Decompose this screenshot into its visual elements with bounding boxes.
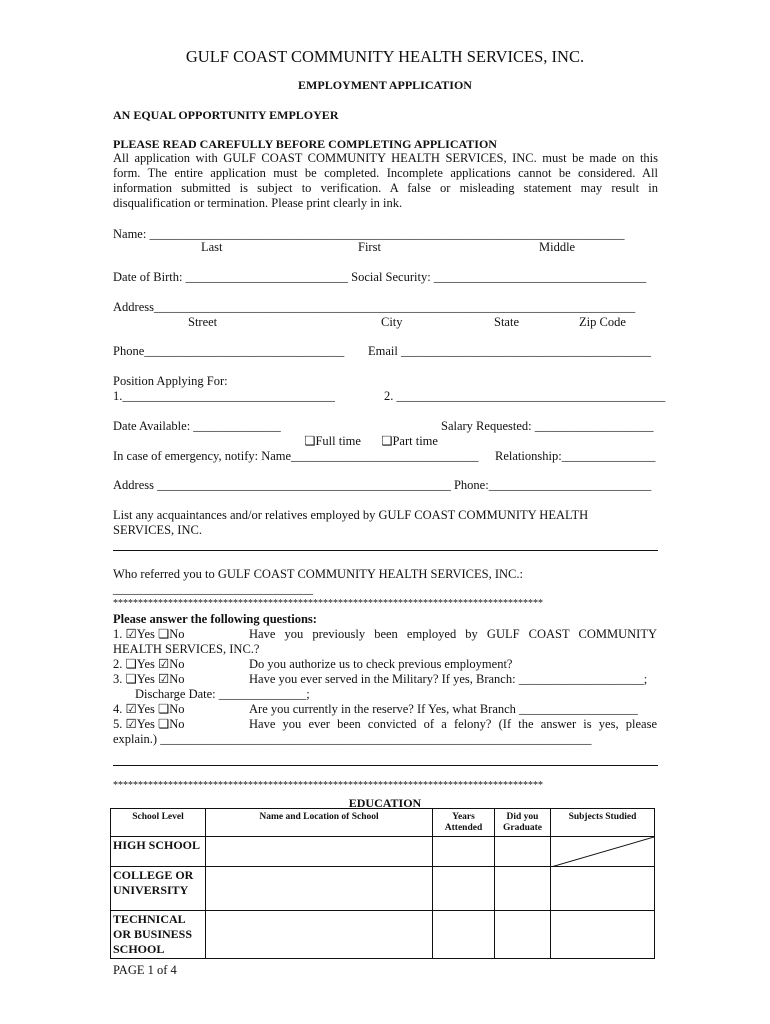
date-available-field[interactable]: Date Available: ______________ (113, 419, 281, 433)
checked-box-icon[interactable]: ☑ (158, 657, 170, 671)
question-row (113, 702, 185, 717)
relatives-question-cont: SERVICES, INC. (113, 523, 202, 537)
question-number: 4. (113, 702, 123, 716)
address-sublabel-city: City (381, 315, 403, 329)
relationship-field[interactable]: Relationship:_______________ (495, 449, 656, 463)
referred-answer-line[interactable]: ________________________________ (113, 582, 313, 596)
question-text: Do you authorize us to check previous employment? (249, 657, 513, 671)
instructions-heading: PLEASE READ CAREFULLY BEFORE COMPLETING APPLICATION (113, 137, 497, 151)
full-time-label: Full time (315, 434, 361, 448)
question-row (113, 657, 185, 672)
address-field[interactable]: Address_____________________________________________________________________________ (113, 300, 636, 314)
part-time-label: Part time (392, 434, 438, 448)
column-header: Subjects Studied (551, 809, 655, 837)
question-text: Are you currently in the reserve? If Yes, what Branch ___________________ (249, 702, 638, 716)
school-name-cell[interactable] (206, 911, 433, 959)
name-sublabel-last: Last (201, 240, 223, 254)
no-label: No (169, 657, 185, 671)
empty-box-icon[interactable]: ❏ (158, 702, 170, 716)
question-number: 1. (113, 627, 123, 641)
yes-label: Yes (136, 702, 155, 716)
years-attended-cell[interactable] (433, 837, 495, 867)
organization-title: GULF COAST COMMUNITY HEALTH SERVICES, INC. (185, 47, 585, 66)
school-name-cell[interactable] (206, 837, 433, 867)
no-label: No (169, 702, 185, 716)
name-sublabel-middle: Middle (539, 240, 576, 254)
question-row (113, 717, 185, 732)
question-row (113, 672, 185, 687)
salary-field[interactable]: Salary Requested: ___________________ (441, 419, 654, 433)
education-table (110, 808, 655, 959)
years-attended-cell[interactable] (433, 867, 495, 911)
graduated-cell[interactable] (495, 837, 551, 867)
address-sublabel-street: Street (188, 315, 218, 329)
question-text-cont: HEALTH SERVICES, INC.? (113, 642, 260, 656)
graduated-cell[interactable] (495, 911, 551, 959)
no-label: No (169, 717, 185, 731)
instructions-line: disqualification or termination. Please print clearly in ink. (113, 196, 403, 210)
subjects-cell[interactable] (551, 867, 655, 911)
question-text-cont[interactable]: explain.) _____________________________________________________________________ (113, 732, 592, 746)
instructions-line: information submitted is subject to verification. A false or misleading statement may result in (113, 181, 658, 195)
phone-field[interactable]: Phone________________________________ (113, 344, 345, 358)
no-label: No (169, 672, 185, 686)
empty-box-icon[interactable]: ❏ (158, 627, 170, 641)
position-field-1[interactable]: 1.__________________________________ (113, 389, 335, 403)
school-level-cell: TECHNICAL OR BUSINESS SCHOOL (111, 911, 206, 959)
emergency-name-field[interactable]: In case of emergency, notify: Name______________________________ (113, 449, 479, 463)
question-number: 5. (113, 717, 123, 731)
checked-box-icon[interactable]: ☑ (125, 627, 137, 641)
address-sublabel-state: State (494, 315, 519, 329)
graduated-cell[interactable] (495, 867, 551, 911)
yes-label: Yes (136, 672, 155, 686)
school-level-cell: COLLEGE OR UNIVERSITY (111, 867, 206, 911)
column-header: School Level (111, 809, 206, 837)
empty-box-icon[interactable]: ❏ (304, 434, 316, 448)
question-row (113, 627, 185, 642)
separator: ************************************************************************************** (113, 598, 543, 609)
column-header: Did you Graduate (495, 809, 551, 837)
full-time-option[interactable] (298, 419, 361, 449)
checked-box-icon[interactable]: ☑ (158, 672, 170, 686)
school-name-cell[interactable] (206, 867, 433, 911)
yes-label: Yes (136, 627, 155, 641)
emergency-address-field[interactable]: Address _______________________________________________ Phone:__________________________ (113, 478, 652, 492)
empty-box-icon[interactable]: ❏ (125, 672, 137, 686)
yes-label: Yes (136, 717, 155, 731)
referred-question: Who referred you to GULF COAST COMMUNITY HEALTH SERVICES, INC.: (113, 567, 523, 581)
position-field-2[interactable]: 2. ___________________________________________ (384, 389, 666, 403)
position-label: Position Applying For: (113, 374, 228, 388)
instructions-line: form. The entire application must be completed. Incomplete applications cannot be considered. All (113, 166, 658, 180)
diagonal-strike (551, 837, 654, 867)
address-sublabel-zip: Zip Code (579, 315, 626, 329)
part-time-option[interactable] (375, 419, 438, 449)
checked-box-icon[interactable]: ☑ (125, 702, 137, 716)
email-field[interactable]: Email ________________________________________ (368, 344, 651, 358)
school-level-cell: HIGH SCHOOL (111, 837, 206, 867)
form-title: EMPLOYMENT APPLICATION (298, 78, 472, 92)
yes-label: Yes (136, 657, 155, 671)
eeo-statement: AN EQUAL OPPORTUNITY EMPLOYER (113, 108, 339, 122)
subjects-cell[interactable] (551, 911, 655, 959)
years-attended-cell[interactable] (433, 911, 495, 959)
column-header: Years Attended (433, 809, 495, 837)
no-label: No (169, 627, 185, 641)
answer-line[interactable] (113, 765, 658, 766)
question-text-cont[interactable]: Discharge Date: ______________; (135, 687, 310, 701)
question-text: Have you ever served in the Military? If yes, Branch: ____________________; (249, 672, 648, 686)
name-field[interactable]: Name: ____________________________________________________________________________ (113, 227, 625, 241)
questions-heading: Please answer the following questions: (113, 612, 317, 626)
relatives-question: List any acquaintances and/or relatives employed by GULF COAST COMMUNITY HEALTH (113, 508, 589, 522)
checked-box-icon[interactable]: ☑ (125, 717, 137, 731)
question-number: 2. (113, 657, 123, 671)
subjects-cell[interactable] (551, 837, 655, 867)
page-number: PAGE 1 of 4 (113, 963, 177, 977)
empty-box-icon[interactable]: ❏ (381, 434, 393, 448)
question-text: Have you ever been convicted of a felony? (If the answer is yes, please (249, 717, 657, 731)
instructions-line: All application with GULF COAST COMMUNITY HEALTH SERVICES, INC. must be made on this (113, 151, 658, 165)
question-text: Have you previously been employed by GULF COAST COMMUNITY (249, 627, 657, 641)
education-heading: EDUCATION (348, 796, 422, 810)
separator: ************************************************************************************** (113, 780, 543, 791)
empty-box-icon[interactable]: ❏ (158, 717, 170, 731)
relatives-answer-line[interactable] (113, 550, 658, 551)
dob-ssn-field[interactable]: Date of Birth: __________________________ Social Security: __________________________________ (113, 270, 647, 284)
question-number: 3. (113, 672, 123, 686)
column-header: Name and Location of School (206, 809, 433, 837)
empty-box-icon[interactable]: ❏ (125, 657, 137, 671)
name-sublabel-first: First (358, 240, 381, 254)
